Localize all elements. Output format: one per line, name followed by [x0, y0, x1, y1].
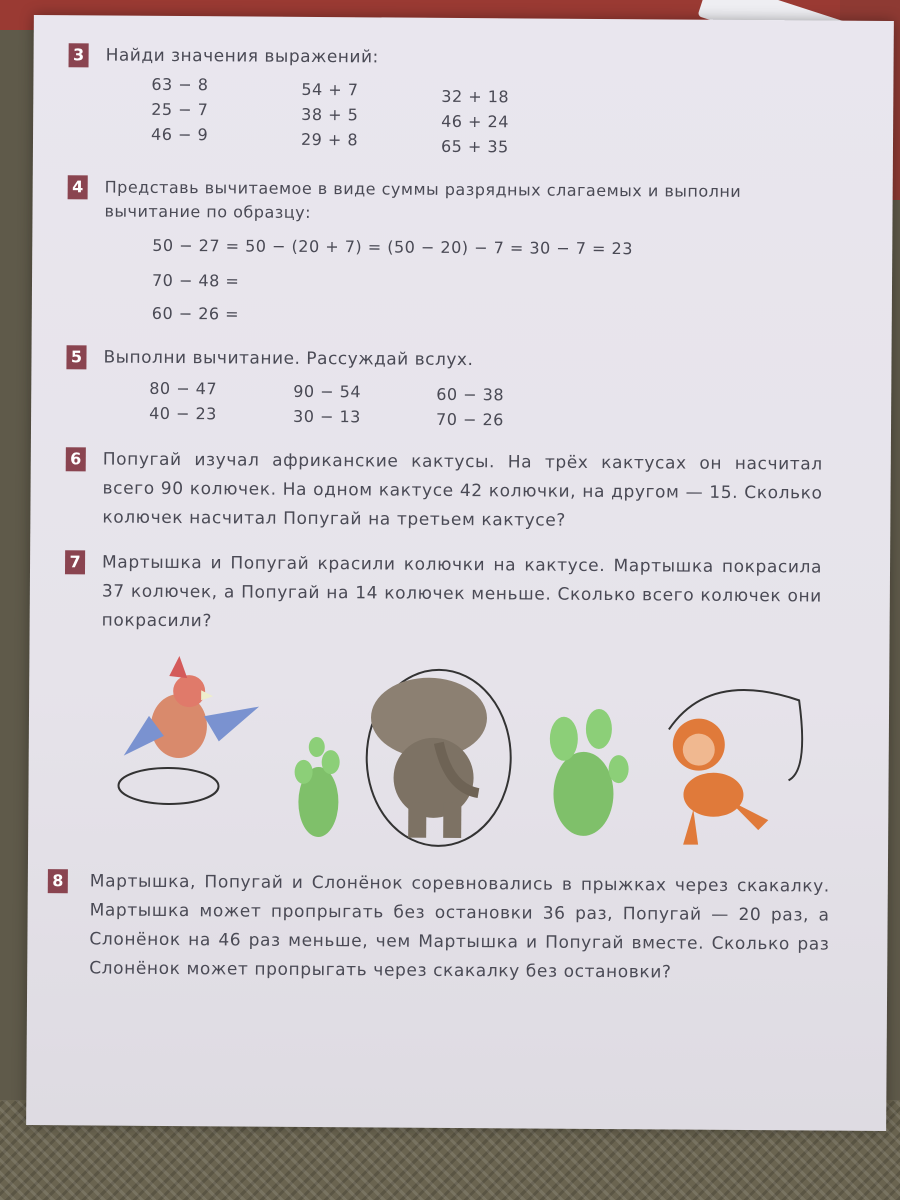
expression: 29 + 8	[300, 129, 359, 150]
expression: 65 + 35	[440, 136, 509, 157]
expression: 80 − 47	[149, 378, 218, 399]
expression: 38 + 5	[301, 104, 359, 125]
expression: 70 − 26	[436, 409, 504, 430]
task-title-line-1: Представь вычитаемое в виде суммы разрядных слагаемых и выполни	[104, 177, 742, 201]
expression-column-3	[436, 382, 504, 432]
expression: 63 − 8	[151, 74, 209, 95]
task-title: Найди значения выражений:	[105, 45, 379, 68]
expression: 40 − 23	[149, 403, 217, 424]
task-6	[31, 445, 891, 531]
task-number-badge: 6	[66, 447, 86, 471]
task-8	[28, 867, 888, 983]
expression: 46 + 24	[441, 111, 510, 132]
illustration-animals-jumping-rope	[108, 646, 829, 851]
task-4	[33, 175, 893, 324]
expression-column-3	[441, 84, 509, 159]
task-number-badge: 5	[66, 345, 86, 369]
expression: 60 − 38	[436, 384, 505, 405]
expression: 32 + 18	[441, 86, 510, 107]
expression-column-2	[293, 379, 361, 429]
word-problem-text: Мартышка, Попугай и Слонёнок соревновались в прыжках через скакалку. Мартышка может пропрыгать без остановки 36 раз, Попугай — 20 раз, а Слонёнок на 46 раз меньше, чем Мартышка и Попугай вместе. Сколько раз Слонёнок может пропрыгать через скакалку без остановки?	[89, 871, 830, 983]
parrot-illustration	[118, 656, 259, 805]
exercise-line: 60 − 26 =	[151, 303, 240, 324]
task-number-badge: 7	[65, 550, 85, 574]
word-problem-text: Попугай изучал африканские кактусы. На трёх кактусах он насчитал всего 90 колючек. На одном кактусе 42 колючки, на другом — 15. Сколько колючек насчитал Попугай на третьем кактусе?	[102, 449, 823, 531]
exercise-line: 70 − 48 =	[151, 270, 240, 291]
textbook-page	[26, 15, 894, 1131]
task-7	[30, 548, 890, 632]
worked-example: 50 − 27 = 50 − (20 + 7) = (50 − 20) − 7 = 30 − 7 = 23	[152, 235, 634, 259]
task-number-badge: 4	[68, 175, 88, 199]
task-number-badge: 3	[69, 43, 89, 67]
task-number-badge: 8	[48, 869, 68, 893]
expression: 25 − 7	[151, 99, 209, 120]
expression: 46 − 9	[150, 124, 209, 145]
expression: 30 − 13	[293, 406, 361, 427]
monkey-illustration	[668, 689, 802, 845]
task-5	[32, 345, 892, 430]
task-3	[34, 43, 894, 157]
elephant-illustration	[366, 669, 511, 846]
expression-column-2	[301, 77, 359, 152]
expression: 54 + 7	[301, 79, 359, 100]
word-problem-text: Мартышка и Попугай красили колючки на кактусе. Мартышка покрасила 37 колючек, а Попугай на 14 колючек меньше. Сколько всего колючек они покрасили?	[101, 552, 823, 632]
cactus-illustration	[549, 709, 629, 837]
task-title-line-2: вычитание по образцу:	[104, 201, 312, 222]
expression-column-1	[151, 72, 209, 147]
cactus-illustration	[294, 737, 340, 837]
task-title: Выполни вычитание. Рассуждай вслух.	[103, 347, 474, 371]
expression: 90 − 54	[293, 381, 362, 402]
expression-column-1	[149, 376, 217, 426]
